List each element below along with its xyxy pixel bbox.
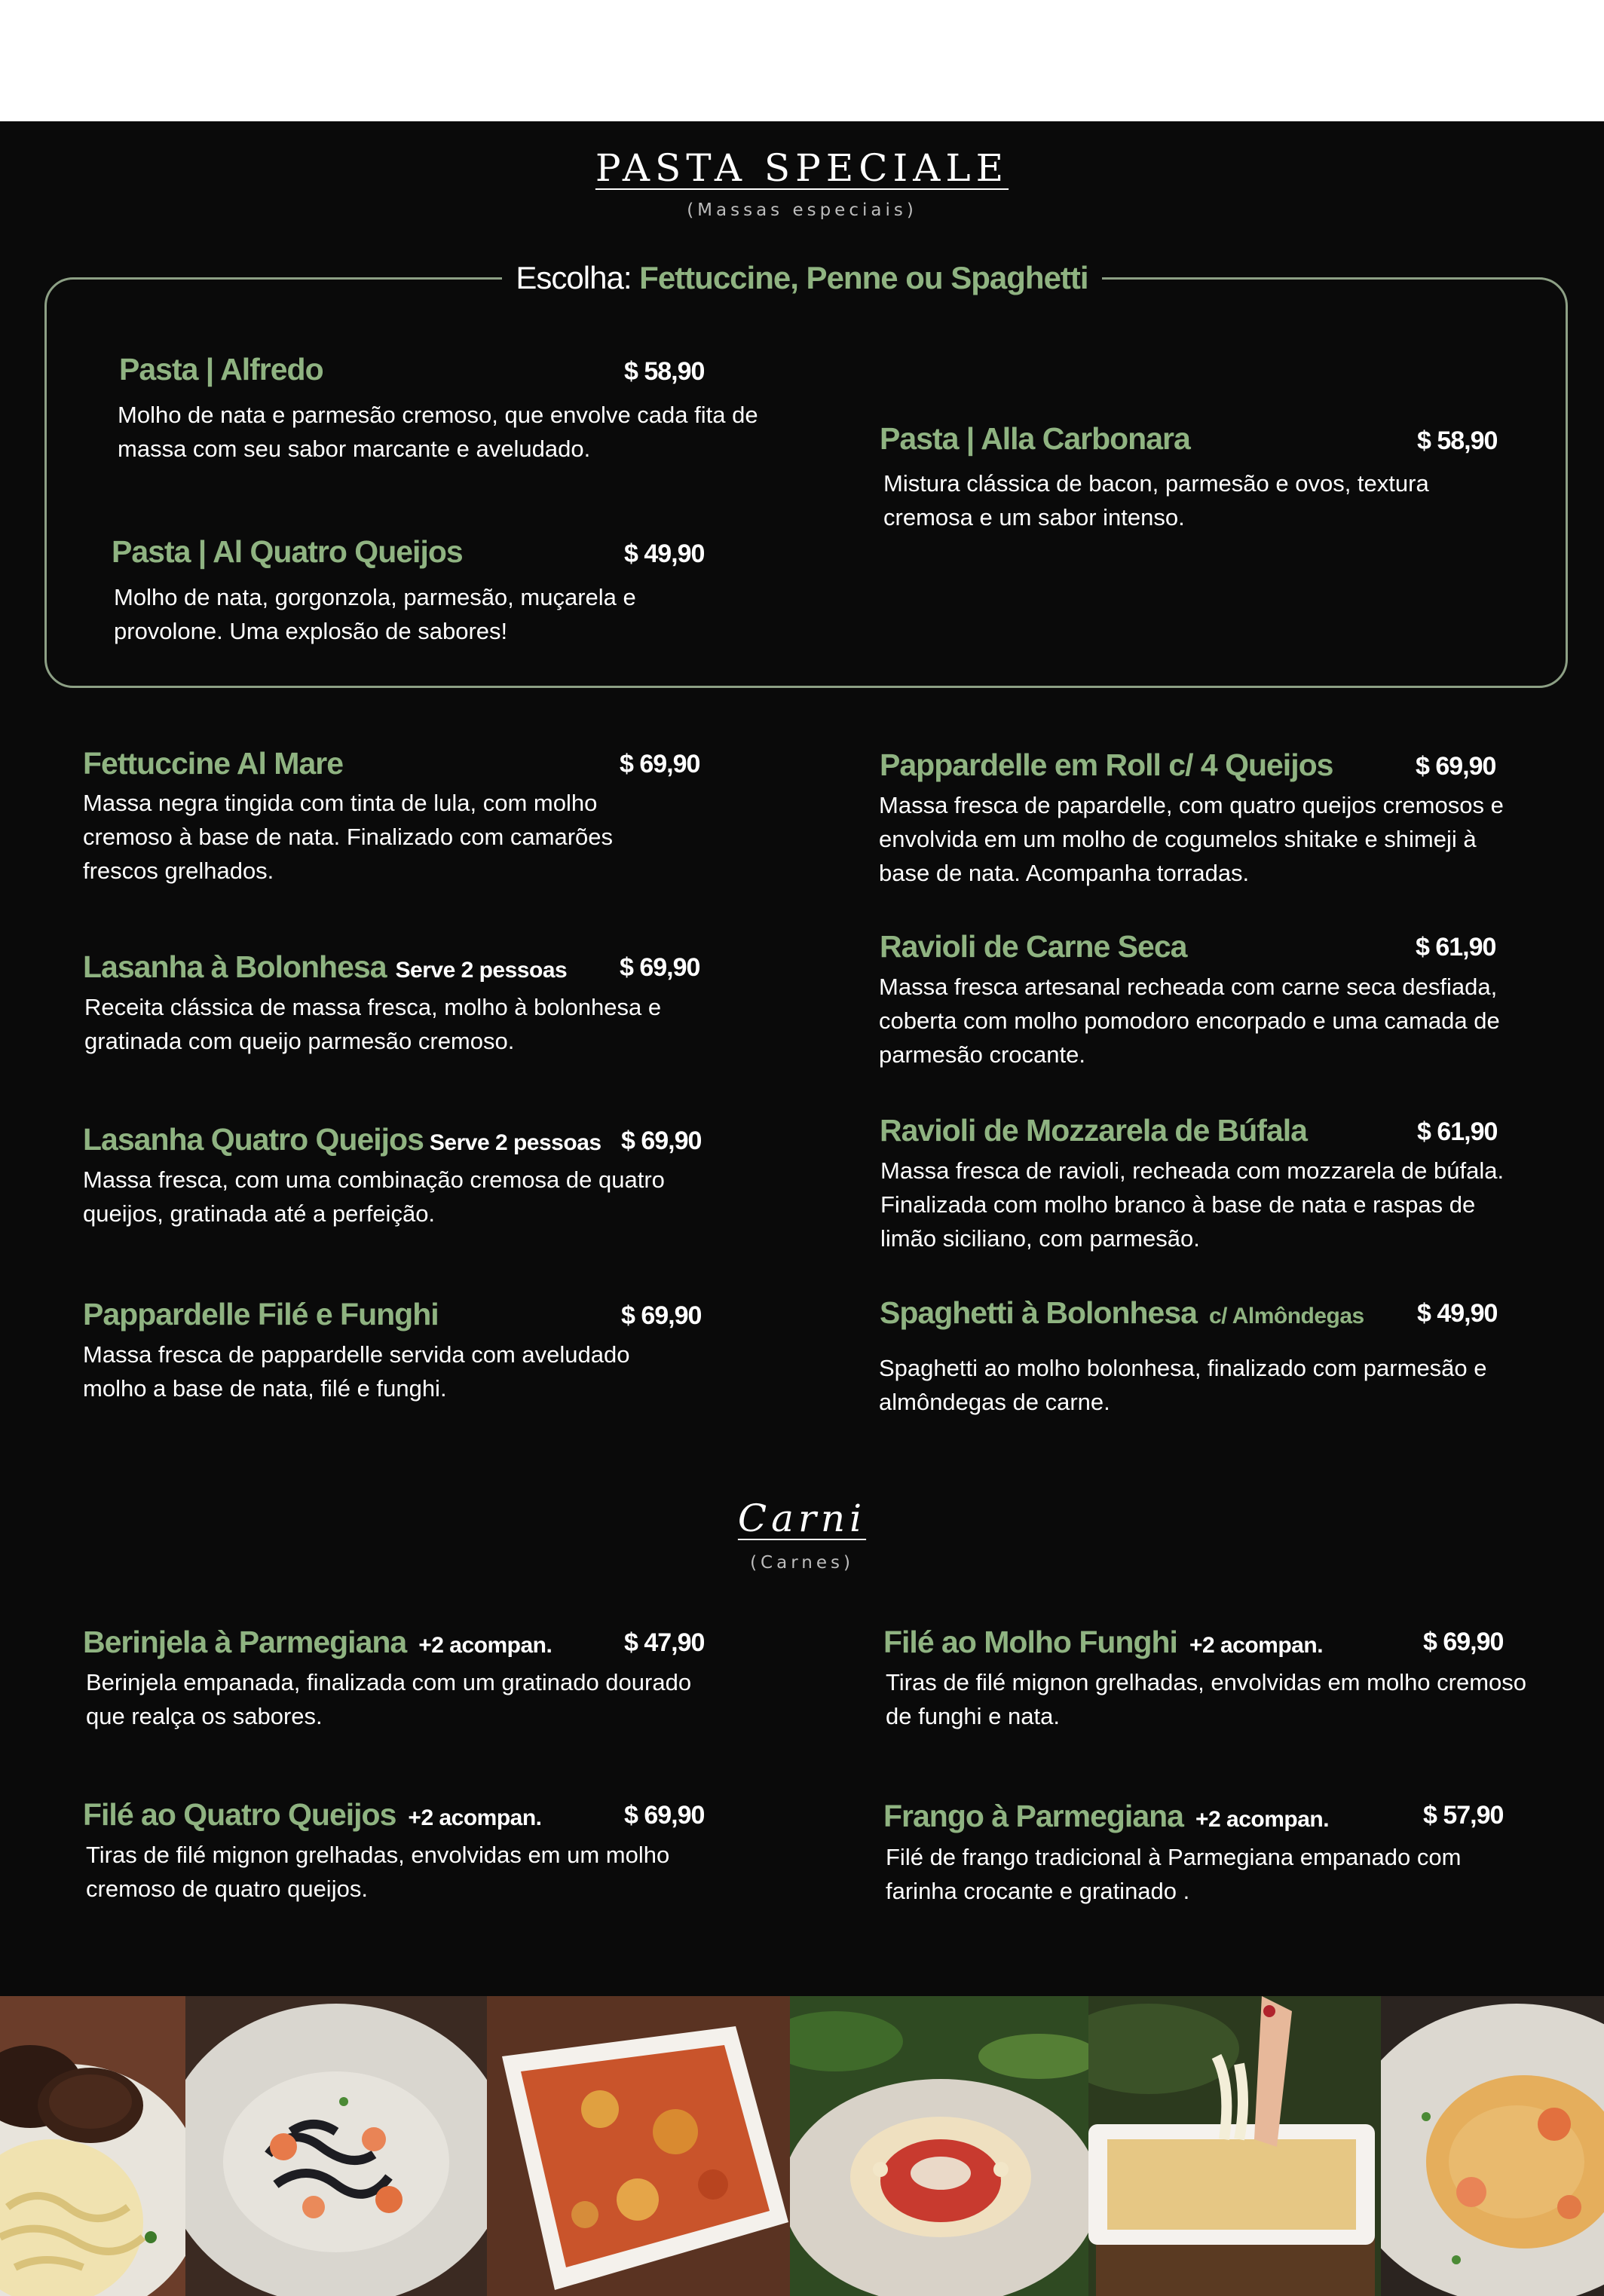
item-name: Filé ao Molho Funghi +2 acompan. xyxy=(883,1625,1324,1659)
item-price: $ 69,90 xyxy=(621,1301,702,1330)
item-name: Frango à Parmegiana +2 acompan. xyxy=(883,1799,1330,1833)
item-price: $ 58,90 xyxy=(624,357,705,386)
item-name: Pasta | Alla Carbonara xyxy=(880,421,1190,456)
carni-section-subtitle: (Carnes) xyxy=(750,1553,854,1573)
item-price: $ 57,90 xyxy=(1423,1801,1504,1830)
item-note: +2 acompan. xyxy=(408,1805,542,1830)
item-description: Massa fresca de pappardelle servida com aveludado molho a base de nata, filé e funghi. xyxy=(83,1341,630,1402)
item-note: c/ Almôndegas xyxy=(1208,1304,1364,1328)
item-description: Massa negra tingida com tinta de lula, com molho cremoso à base de nata. Finalizado com camarões frescos grelhados. xyxy=(83,790,614,884)
item-description: Tiras de filé mignon grelhadas, envolvidas em um molho cremoso de quatro queijos. xyxy=(86,1842,670,1902)
item-description: Mistura clássica de bacon, parmesão e ovos, textura cremosa e um sabor intenso. xyxy=(883,470,1429,530)
carni-section-title: Carni xyxy=(737,1497,867,1540)
item-price: $ 69,90 xyxy=(624,1801,705,1830)
item-price: $ 69,90 xyxy=(620,953,700,982)
item-note: Serve 2 pessoas xyxy=(395,958,568,983)
item-price: $ 61,90 xyxy=(1416,933,1496,962)
item-name: Ravioli de Carne Seca xyxy=(880,929,1187,964)
item-description: Massa fresca, com uma combinação cremosa de quatro queijos, gratinada até a perfeição. xyxy=(83,1166,665,1227)
item-price: $ 58,90 xyxy=(1417,426,1498,455)
choice-options: Fettuccine, Penne ou Spaghetti xyxy=(639,260,1088,295)
ravioli-photo xyxy=(790,1996,1088,2296)
item-price: $ 69,90 xyxy=(620,750,700,778)
item-price: $ 61,90 xyxy=(1417,1117,1498,1146)
item-name: Berinjela à Parmegiana +2 acompan. xyxy=(83,1625,553,1659)
item-name: Filé ao Quatro Queijos +2 acompan. xyxy=(83,1797,542,1832)
item-description: Tiras de filé mignon grelhadas, envolvidas em molho cremoso de funghi e nata. xyxy=(886,1669,1527,1729)
item-description: Molho de nata, gorgonzola, parmesão, muçarela e provolone. Uma explosão de sabores! xyxy=(114,584,636,644)
item-price: $ 49,90 xyxy=(1417,1299,1498,1328)
item-description: Spaghetti ao molho bolonhesa, finalizado com parmesão e almôndegas de carne. xyxy=(879,1355,1487,1415)
pasta-section-title: PASTA SPECIALE xyxy=(595,146,1009,190)
item-name: Fettuccine Al Mare xyxy=(83,746,344,781)
item-name: Lasanha à Bolonhesa Serve 2 pessoas xyxy=(83,949,568,984)
item-description: Massa fresca de ravioli, recheada com mozzarela de búfala. Finalizada com molho branco à base de nata e raspas de limão siciliano, com parmesão. xyxy=(880,1157,1505,1252)
item-price: $ 69,90 xyxy=(621,1127,702,1155)
item-description: Massa fresca de papardelle, com quatro queijos cremosos e envolvida em um molho de cogumelos shitake e shimeji à base de nata. Acompanha torradas. xyxy=(879,792,1504,886)
food-photo-strip xyxy=(0,1996,1604,2296)
item-description: Filé de frango tradicional à Parmegiana empanado com farinha crocante e gratinado . xyxy=(886,1844,1462,1904)
item-name: Pasta | Al Quatro Queijos xyxy=(112,534,463,569)
item-price: $ 49,90 xyxy=(624,540,705,568)
item-price: $ 69,90 xyxy=(1416,752,1496,781)
item-note: +2 acompan. xyxy=(1189,1633,1324,1658)
item-note: +2 acompan. xyxy=(1195,1807,1330,1832)
menu-page xyxy=(0,121,1604,2296)
item-name: Spaghetti à Bolonhesa c/ Almôndegas xyxy=(880,1295,1364,1330)
item-note: +2 acompan. xyxy=(418,1633,553,1658)
item-name: Pappardelle em Roll c/ 4 Queijos xyxy=(880,747,1333,782)
black-pasta-shrimp-photo xyxy=(185,1996,487,2296)
item-description: Molho de nata e parmesão cremoso, que envolve cada fita de massa com seu sabor marcante e aveludado. xyxy=(118,402,758,462)
item-name: Pasta | Alfredo xyxy=(119,352,323,387)
lasagna-photo xyxy=(487,1996,790,2296)
item-description: Massa fresca artesanal recheada com carne seca desfiada, coberta com molho pomodoro encorpado e uma camada de parmesão crocante. xyxy=(879,974,1500,1068)
item-price: $ 69,90 xyxy=(1423,1628,1504,1656)
item-name: Pappardelle Filé e Funghi xyxy=(83,1297,439,1331)
shrimp-risotto-photo xyxy=(1381,1996,1604,2296)
item-note: Serve 2 pessoas xyxy=(429,1130,602,1155)
item-price: $ 47,90 xyxy=(624,1628,705,1657)
item-name: Ravioli de Mozzarela de Búfala xyxy=(880,1113,1307,1148)
choice-prefix: Escolha: xyxy=(516,260,632,295)
pasta-choice-label xyxy=(0,260,1604,296)
pasta-section-subtitle: (Massas especiais) xyxy=(687,200,917,220)
cheese-lasagna-photo xyxy=(1088,1996,1381,2296)
item-name: Lasanha Quatro Queijos Serve 2 pessoas xyxy=(83,1122,602,1157)
item-description: Berinjela empanada, finalizada com um gratinado dourado que realça os sabores. xyxy=(86,1669,692,1729)
item-description: Receita clássica de massa fresca, molho à bolonhesa e gratinada com queijo parmesão cremoso. xyxy=(84,994,662,1054)
steak-with-pasta-photo xyxy=(0,1996,185,2296)
